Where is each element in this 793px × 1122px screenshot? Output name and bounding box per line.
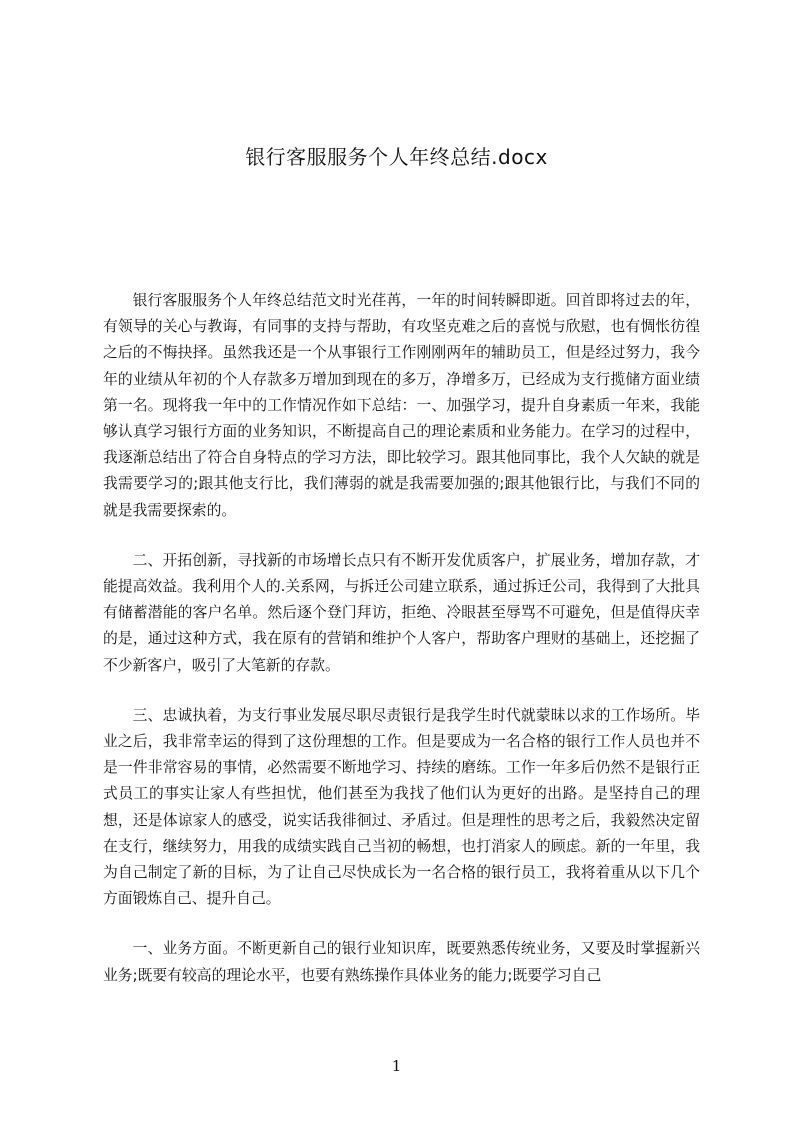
document-body bbox=[103, 288, 700, 1013]
paragraph-2: 二、开拓创新，寻找新的市场增长点只有不断开发优质客户，扩展业务，增加存款，才能提高效益。我利用个人的.关系网，与拆迁公司建立联系，通过拆迁公司，我得到了大批具有储蓄潜能的客户名单。然后逐个登门拜访，拒绝、冷眼甚至辱骂不可避免，但是值得庆幸的是，通过这种方式，我在原有的营销和维护个人客户，帮助客户理财的基础上，还挖掘了不少新客户，吸引了大笔新的存款。 bbox=[103, 551, 700, 674]
paragraph-3: 三、忠诚执着，为支行事业发展尽职尽责银行是我学生时代就蒙昧以求的工作场所。毕业之后，我非常幸运的得到了这份理想的工作。但是要成为一名合格的银行工作人员也并不是一件非常容易的事情，必然需要不断地学习、持续的磨练。工作一年多后仍然不是银行正式员工的事实让家人有些担忧，他们甚至为我找了他们认为更好的出路。是坚持自己的理想，还是体谅家人的感受，说实话我徘徊过、矛盾过。但是理性的思考之后，我毅然决定留在支行，继续努力，用我的成绩实践自己当初的畅想，也打消家人的顾虑。新的一年里，我为自己制定了新的目标，为了让自己尽快成长为一名合格的银行员工，我将着重从以下几个方面锻炼自己、提升自己。 bbox=[103, 706, 700, 908]
paragraph-4: 一、业务方面。不断更新自己的银行业知识库，既要熟悉传统业务，又要及时掌握新兴业务;既要有较高的理论水平，也要有熟练操作具体业务的能力;既要学习自己 bbox=[103, 940, 700, 984]
paragraph-1: 银行客服服务个人年终总结范文时光荏苒，一年的时间转瞬即逝。回首即将过去的年，有领导的关心与教诲，有同事的支持与帮助，有攻坚克难之后的喜悦与欣慰，也有惆怅彷徨之后的不悔抉择。虽然我还是一个从事银行工作刚刚两年的辅助员工，但是经过努力，我今年的业绩从年初的个人存款多万增加到现在的多万，净增多万，已经成为支行揽储方面业绩第一名。现将我一年中的工作情况作如下总结：一、加强学习，提升自身素质一年来，我能够认真学习银行方面的业务知识，不断提高自己的理论素质和业务能力。在学习的过程中，我逐渐总结出了符合自身特点的学习方法，即比较学习。跟其他同事比，我个人欠缺的就是我需要学习的;跟其他支行比，我们薄弱的就是我需要加强的;跟其他银行比，与我们不同的就是我需要探索的。 bbox=[103, 292, 700, 519]
page-number: 1 bbox=[391, 1057, 402, 1075]
document-title: 银行客服服务个人年终总结.docx bbox=[245, 145, 548, 169]
